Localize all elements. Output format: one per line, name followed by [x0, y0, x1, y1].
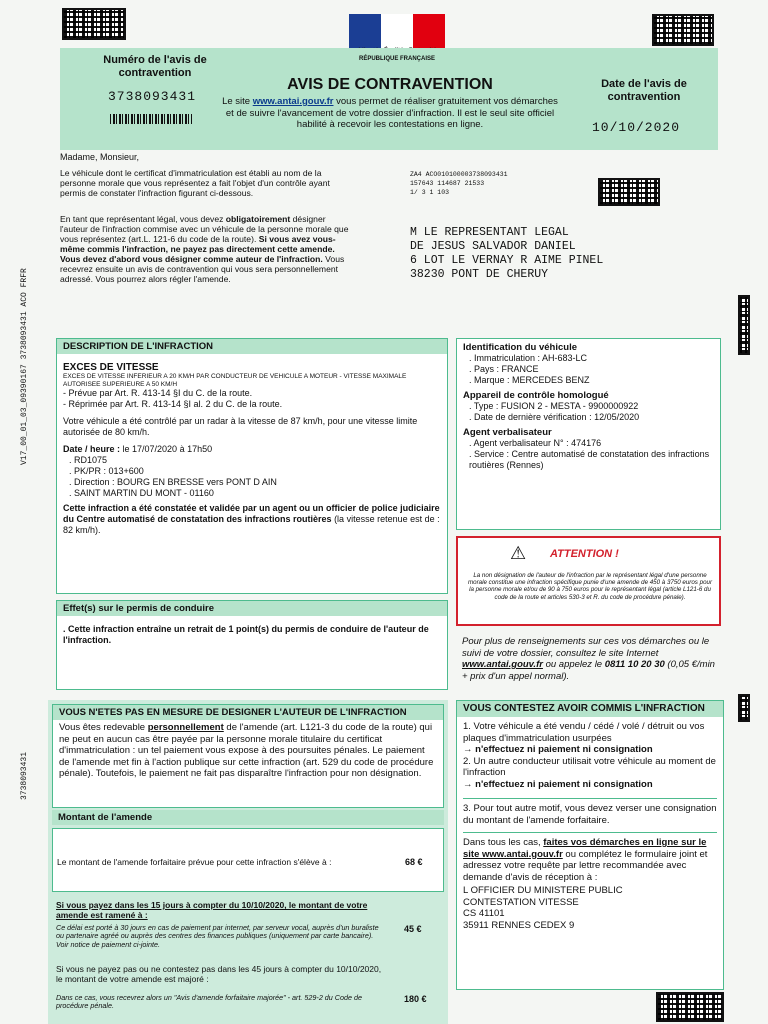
amount-majoree-note: Dans ce cas, vous recevrez alors un "Avis d'amende forfaitaire majorée" - art. 529-2 du Code de procédure pénale. — [56, 993, 362, 1011]
antai-link[interactable]: www.antai.gouv.fr — [252, 96, 334, 107]
non-designation-text: Vous êtes redevable personnellement de l'amende (art. L121-3 du code de la route) qui ne peut en aucun cas être payée par la personne morale titulaire du certificat d'immatriculation : un tel paiement vous expose à des poursuites pénales. Le paiement de l'amende met fin à l'action publique sur cette infraction (art. 529 du code de procédure pénale). Toutefois, le paiement ne fait pas disparaître l'infraction pour non désignation. — [59, 722, 434, 779]
amount-forfait-value: 68 € — [405, 857, 423, 867]
side-reference-text-2: 3738093431 — [20, 751, 29, 800]
edge-code-right-2 — [738, 694, 750, 722]
recipient-address: M LE REPRESENTANT LEGAL DE JESUS SALVADOR DANIEL 6 LOT LE VERNAY R AIME PINEL 38230 PONT DE CHERUY — [410, 226, 604, 281]
infraction-header: DESCRIPTION DE L'INFRACTION — [57, 339, 447, 354]
non-designation-header: VOUS N'ETES PAS EN MESURE DE DESIGNER L'AUTEUR DE L'INFRACTION — [53, 705, 443, 720]
side-reference-text: V17_00_01_03_09390167 3738093431 ACO FRFR — [20, 268, 29, 465]
license-effect-header: Effet(s) sur le permis de conduire — [57, 601, 447, 616]
device-header: Appareil de contrôle homologué — [463, 390, 609, 401]
non-designation-box — [52, 704, 444, 808]
qr-code-top-left — [62, 8, 126, 40]
contest-online-link[interactable]: faites vos démarches en ligne sur le site www.antai.gouv.fr — [463, 837, 707, 860]
info-text: Pour plus de renseignements sur ces vos démarches ou le suivi de votre dossier, consultez le site Internet www.antai.gouv.fr ou appelez le 0811 10 20 30 (0,05 €/min + prix d'un appel normal). — [462, 636, 715, 682]
attention-box — [456, 536, 721, 626]
amount-forfait-row — [52, 828, 444, 892]
edge-code-right-1 — [738, 295, 750, 355]
infraction-date: Date / heure : le 17/07/2020 à 17h50 — [63, 444, 213, 454]
attention-text: La non désignation de l'auteur de l'infraction par le représentant légal d'une personne morale constitue une infraction spécifique punie d'une amende de 450 à 3750 euros pour la personne morale et/ou de 90 à 750 euros pour le représentant légal (article L121-6 du code de la route et articles 530-3 et R. du code de procédure pénale). — [467, 572, 713, 601]
vehicle-box — [456, 338, 721, 530]
contest-item-1: 1. Votre véhicule a été vendu / cédé / volé / détruit ou vos plaques d'immatriculation usurpées — [463, 721, 705, 744]
marianne-logo — [349, 14, 445, 48]
license-effect-text: . Cette infraction entraîne un retrait de 1 point(s) du permis de conduire de l'auteur de l'infraction. — [63, 624, 429, 645]
amount-forfait-label: Le montant de l'amende forfaitaire prévue pour cette infraction s'élève à : — [57, 857, 332, 867]
amount-majoree-row — [52, 960, 444, 1022]
notice-date-label: Date de l'avis de contravention — [601, 78, 687, 103]
vehicle-brand: . Marque : MERCEDES BENZ — [469, 375, 590, 385]
infraction-direction: . Direction : BOURG EN BRESSE vers PONT D AIN — [69, 477, 277, 487]
antai-info-link[interactable]: www.antai.gouv.fr — [462, 659, 543, 670]
vehicle-country: . Pays : FRANCE — [469, 364, 539, 374]
republic-name: RÉPUBLIQUE FRANÇAISE — [358, 56, 435, 62]
infraction-title: EXCES DE VITESSE — [63, 362, 159, 373]
infraction-detail: EXCES DE VITESSE INFERIEUR A 20 KM/H PAR CONDUCTEUR DE VEHICULE A MOTEUR - VITESSE MAXIMALE AUTORISEE SUPERIEURE A 50 KM/H — [63, 373, 407, 388]
device-type: . Type : FUSION 2 - MESTA - 9900000922 — [469, 401, 639, 411]
infraction-validation: Cette infraction a été constatée et validée par un agent ou un officier de police judiciaire du Centre automatisé de constatation des infractions routières (la vitesse retenue est de : 82 km/h). — [63, 503, 440, 535]
contest-header: VOUS CONTESTEZ AVOIR COMMIS L'INFRACTION — [457, 701, 723, 717]
greeting: Madame, Monsieur, — [60, 152, 140, 162]
amount-minoree-value: 45 € — [404, 924, 422, 934]
amount-minoree-title: Si vous payez dans les 15 jours à compter du 10/10/2020, le montant de votre amende est ramené à : — [56, 900, 368, 920]
amount-minoree-note: Ce délai est porté à 30 jours en cas de paiement par internet, par serveur vocal, auprès d'un buraliste ou partenaire agréé ou auprès des centres des finances publiques (uniquement par carte bancaire). Voir notice de paiement ci-jointe. — [56, 923, 379, 949]
notice-number: 3738093431 — [108, 89, 197, 104]
contest-all-cases: Dans tous les cas, faites vos démarches en ligne sur le site www.antai.gouv.fr ou complétez le formulaire joint et adressez votre requête par lettre recommandée avec demande d'avis de réception à : — [463, 832, 717, 883]
infraction-road: . RD1075 — [69, 455, 108, 465]
intro-paragraph-1: Le véhicule dont le certificat d'immatriculation est établi au nom de la personne morale que vous représentez a fait l'objet d'un contrôle ayant permis de constater l'infraction figurant ci-dessous. — [60, 168, 330, 198]
contest-address: L OFFICIER DU MINISTERE PUBLIC CONTESTATION VITESSE CS 41101 35911 RENNES CEDEX 9 — [463, 885, 623, 931]
contest-item-3: 3. Pour tout autre motif, vous devez verser une consignation du montant de l'amende forfaitaire. — [463, 798, 717, 826]
infraction-reprimee: - Réprimée par Art. R. 413-14 §I al. 2 du C. de la route. — [63, 399, 283, 409]
intro-paragraph-2: En tant que représentant légal, vous devez obligatoirement désigner l'auteur de l'infraction commise avec un véhicule de la personne morale que vous représentez (art.L. 121-6 du code de la route). Si vous avez vous-même commis l'infraction, ne payez pas directement cette amende. Vous devez d'abord vous désigner comme auteur de l'infraction. Vous recevrez ensuite un avis de contravention qui vous sera personnellement adressé. Vous pourrez alors régler l'amende. — [60, 214, 349, 284]
qr-code-top-right — [652, 14, 714, 46]
agent-service: . Service : Centre automatisé de constatation des infractions routières (Rennes) — [469, 449, 710, 470]
page-title: AVIS DE CONTRAVENTION — [287, 76, 493, 93]
contest-arrow-1: → n'effectuez ni paiement ni consignation — [463, 744, 653, 755]
contest-arrow-2: → n'effectuez ni paiement ni consignation — [463, 778, 653, 790]
vehicle-immat: . Immatriculation : AH-683-LC — [469, 353, 588, 363]
infraction-prevue: - Prévue par Art. R. 413-14 §I du C. de la route. — [63, 388, 253, 398]
agent-number: . Agent verbalisateur N° : 474176 — [469, 438, 602, 448]
device-verification: . Date de dernière vérification : 12/05/2020 — [469, 412, 640, 422]
reference-codes: ZA4 ACO010100003738093431 157643 114687 21533 1/ 3 1 103 — [410, 171, 508, 196]
infraction-commune: . SAINT MARTIN DU MONT - 01160 — [69, 488, 214, 498]
contest-box — [456, 700, 724, 990]
agent-header: Agent verbalisateur — [463, 427, 552, 438]
notice-number-label: Numéro de l'avis de contravention — [103, 54, 207, 79]
amount-majoree-title: Si vous ne payez pas ou ne contestez pas dans les 45 jours à compter du 10/10/2020, le montant de votre amende est majoré : — [56, 964, 382, 984]
attention-title: ATTENTION ! — [550, 548, 619, 560]
barcode — [110, 114, 192, 124]
contest-item-2: 2. Un autre conducteur utilisait votre véhicule au moment de l'infraction — [463, 755, 716, 778]
amount-minoree-row — [52, 894, 444, 958]
amount-header: Montant de l'amende — [52, 810, 444, 825]
qr-code-address — [598, 178, 660, 206]
amount-majoree-value: 180 € — [404, 994, 427, 1004]
qr-code-bottom-right — [656, 992, 724, 1022]
vehicle-id-header: Identification du véhicule — [463, 342, 578, 353]
notice-date: 10/10/2020 — [592, 120, 681, 135]
infraction-box — [56, 338, 448, 594]
infraction-speed: Votre véhicule a été contrôlé par un radar à la vitesse de 87 km/h, pour une vitesse limite autorisée de 80 km/h. — [63, 416, 418, 437]
phone-number: 0811 10 20 30 — [604, 659, 665, 670]
header-subtitle: Le site www.antai.gouv.fr vous permet de réaliser gratuitement vos démarches et de suivre l'avancement de votre dossier d'infraction. Il est le seul site officiel habilité à recevoir les contestations en ligne. — [222, 96, 558, 130]
infraction-pk: . PK/PR : 013+600 — [69, 466, 144, 476]
warning-icon: ⚠ — [510, 543, 527, 563]
license-effect-box — [56, 600, 448, 690]
